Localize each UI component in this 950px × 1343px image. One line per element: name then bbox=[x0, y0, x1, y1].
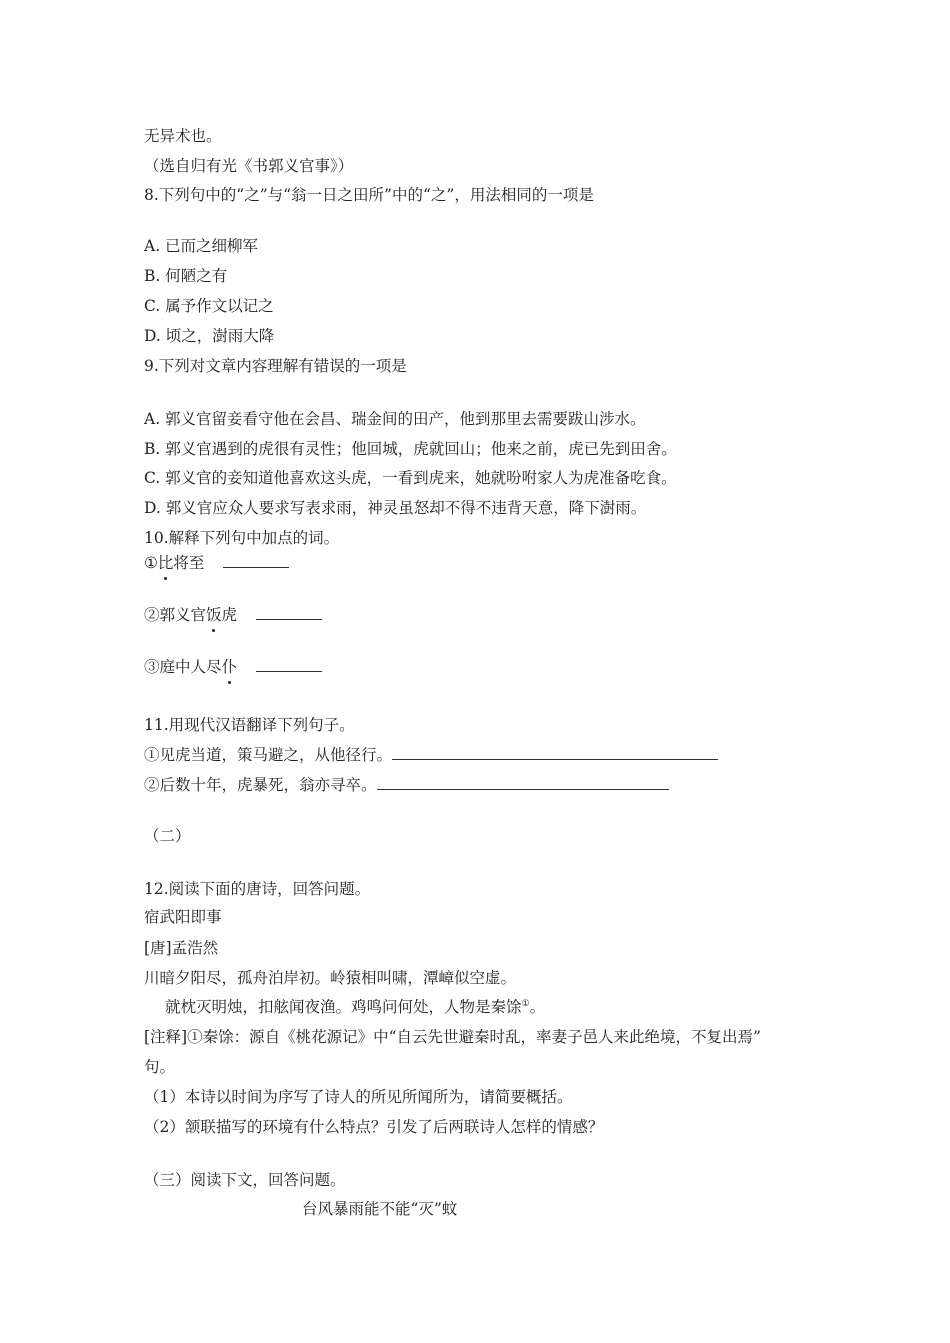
section-3-heading: （三）阅读下文，回答问题。 bbox=[144, 1171, 346, 1189]
question-9-option-b: B. 郭义官遇到的虎很有灵性；他回城，虎就回山；他来之前，虎已先到田舍。 bbox=[144, 440, 677, 458]
section-2-heading: （二） bbox=[144, 827, 191, 845]
answer-blank[interactable] bbox=[256, 657, 322, 672]
poem-line-2: 就枕灭明烛，扣舷闻夜渔。鸡鸣问何处，人物是秦馀①。 bbox=[165, 998, 546, 1016]
poem-note-continued: 句。 bbox=[144, 1058, 176, 1076]
question-12-stem: 12.阅读下面的唐诗，回答问题。 bbox=[144, 880, 371, 898]
article-title: 台风暴雨能不能“灭”蚊 bbox=[302, 1200, 458, 1218]
question-10-stem: 10.解释下列句中加点的词。 bbox=[144, 529, 340, 547]
poem-line-1: 川暗夕阳尽，孤舟泊岸初。岭猿相叫啸，潭嶂似空虚。 bbox=[144, 969, 517, 987]
dotted-word: 仆 bbox=[221, 658, 238, 676]
question-8-option-b: B. 何陋之有 bbox=[144, 267, 228, 285]
poem-note: [注释]①秦馀：源自《桃花源记》中“自云先世避秦时乱，率妻子邑人来此绝境，不复出焉” bbox=[144, 1028, 761, 1046]
source-citation: （选自归有光《书郭义官事》） bbox=[144, 157, 354, 175]
question-10-item-1: ①比将至 bbox=[144, 552, 289, 574]
question-8-stem: 8.下列句中的“之”与“翁一日之田所”中的“之”，用法相同的一项是 bbox=[144, 186, 594, 204]
question-9-stem: 9.下列对文章内容理解有错误的一项是 bbox=[144, 357, 407, 375]
footnote-mark: ① bbox=[521, 998, 530, 1009]
answer-blank[interactable] bbox=[392, 745, 718, 760]
poem-author: [唐]孟浩然 bbox=[144, 939, 219, 957]
poem-title: 宿武阳即事 bbox=[144, 908, 222, 926]
answer-blank[interactable] bbox=[256, 605, 322, 620]
prev-text-line: 无异术也。 bbox=[144, 127, 222, 145]
dotted-word: 饭 bbox=[206, 606, 222, 624]
question-10-item-2: ②郭义官饭虎 bbox=[144, 604, 322, 626]
question-10-item-3: ③庭中人尽仆 bbox=[144, 656, 322, 678]
question-8-option-c: C. 属予作文以记之 bbox=[144, 297, 274, 315]
question-8-option-d: D. 顷之，澍雨大降 bbox=[144, 327, 275, 345]
question-9-option-c: C. 郭义官的妾知道他喜欢这头虎，一看到虎来，她就吩咐家人为虎准备吃食。 bbox=[144, 469, 677, 487]
question-12-sub-2: （2）颔联描写的环境有什么特点？引发了后两联诗人怎样的情感？ bbox=[144, 1118, 604, 1136]
question-11-sentence-2: ②后数十年，虎暴死，翁亦寻卒。 bbox=[144, 774, 669, 796]
answer-blank[interactable] bbox=[377, 775, 669, 790]
question-11-sentence-1: ①见虎当道，策马避之，从他径行。 bbox=[144, 744, 718, 766]
dotted-word: 比 bbox=[157, 554, 174, 572]
question-9-option-a: A. 郭义官留妾看守他在会昌、瑞金间的田产，他到那里去需要跋山涉水。 bbox=[144, 410, 646, 428]
question-8-option-a: A. 已而之细柳军 bbox=[144, 237, 259, 255]
question-12-sub-1: （1）本诗以时间为序写了诗人的所见所闻所为，请简要概括。 bbox=[144, 1088, 573, 1106]
answer-blank[interactable] bbox=[223, 553, 289, 568]
question-11-stem: 11.用现代汉语翻译下列句子。 bbox=[144, 716, 355, 734]
question-9-option-d: D. 郭义官应众人要求写表求雨，神灵虽怒却不得不违背天意，降下澍雨。 bbox=[144, 499, 647, 517]
